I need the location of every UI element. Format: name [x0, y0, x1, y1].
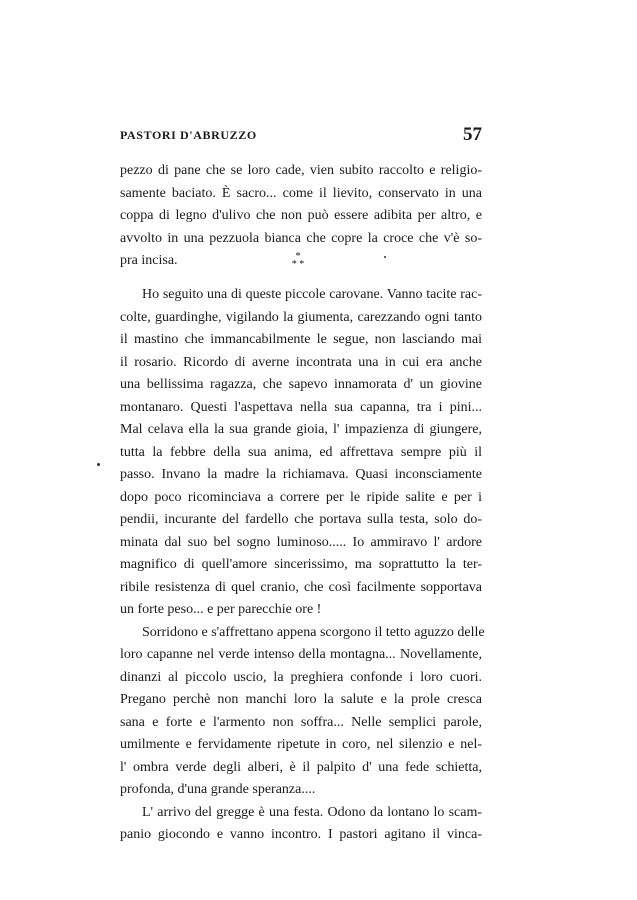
- text-line: dinanzi al piccolo uscio, la preghiera confonde i loro cuori.: [120, 669, 482, 685]
- text-line: pendii, incurante del fardello che portava sulla testa, solo do-: [120, 512, 482, 527]
- section-break-asterism: [286, 253, 310, 277]
- text-line: una bellissima ragazza, che sapevo innamorata d' un giovine: [120, 377, 482, 392]
- text-line: ribile resistenza di quel cranio, che così facilmente sopportava: [120, 579, 482, 595]
- text-line: passo. Invano la madre la richiamava. Quasi inconsciamente: [120, 467, 482, 482]
- text-line: pezzo di pane che se loro cade, vien subito raccolto e religio-: [120, 163, 482, 178]
- running-head: [120, 124, 482, 148]
- text-line: avvolto in una pezzuola bianca che copre la croce che v'è so-: [120, 230, 482, 246]
- text-line: minata dal suo bel sogno luminoso..... Io ammiravo l' ardore: [120, 534, 482, 550]
- text-line: dopo poco ricominciava a correre per le ripide salite e per i: [120, 489, 482, 505]
- body-text: [120, 284, 485, 847]
- text-line: Ho seguito una di queste piccole carovane. Vanno tacite rac-: [142, 287, 482, 302]
- text-line: Sorridono e s'affrettano appena scorgono il tetto aguzzo delle: [142, 624, 485, 640]
- text-line: Pregano perchè non manchi loro la salute e la prole cresca: [120, 692, 482, 707]
- text-line: loro capanne nel verde intenso della montagna... Novellamente,: [120, 647, 482, 662]
- text-line: il mastino che immancabilmente le segue, non lasciando mai: [120, 332, 482, 347]
- paragraph: [120, 802, 482, 847]
- paragraph: [120, 622, 485, 802]
- text-line: panio giocondo e vanno incontro. I pastori agitano il vinca-: [120, 827, 482, 842]
- text-line: profonda, d'una grande speranza....: [120, 782, 316, 797]
- text-line: l' ombra verde degli alberi, è il palpito d' una fede schietta,: [120, 759, 482, 775]
- text-line: un forte peso... e per parecchie ore !: [120, 602, 322, 617]
- running-title: PASTORI D'ABRUZZO: [120, 128, 257, 142]
- paragraph: [120, 284, 482, 622]
- text-line: umilmente e fervidamente ripetute in coro, nel silenzio e nel-: [120, 737, 482, 752]
- ink-speck: [384, 256, 386, 258]
- asterism-top-star: *: [295, 251, 301, 262]
- text-line: Mal celava ella la sua grande gioia, l' impazienza di giungere,: [120, 422, 482, 437]
- text-line: pra incisa.: [120, 253, 178, 268]
- text-line: magnifico di quell'amore sincerissimo, ma soprattutto la ter-: [120, 557, 482, 572]
- text-line: samente baciato. È sacro... come il lievito, conservato in una: [120, 185, 482, 201]
- text-line: il rosario. Ricordo di averne incontrata una in cui era anche: [120, 354, 482, 370]
- text-line: tutta la febbre della sua anima, ed affrettava sempre più il: [120, 444, 482, 460]
- text-line: coppa di legno d'ulivo che non può essere adibita per altro, e: [120, 208, 482, 223]
- asterism-bottom-stars: * *: [291, 259, 305, 270]
- ink-speck: [97, 463, 100, 466]
- text-line: L' arrivo del gregge è una festa. Odono da lontano lo scam-: [142, 804, 482, 820]
- text-line: montanaro. Questi l'aspettava nella sua capanna, tra i pini...: [120, 399, 482, 415]
- text-line: colte, guardinghe, vigilando la giumenta, carezzando ogni tanto: [120, 309, 482, 325]
- text-line: sana e forte e l'armento non soffra... Nelle semplici parole,: [120, 714, 482, 730]
- page-number: 57: [463, 124, 482, 145]
